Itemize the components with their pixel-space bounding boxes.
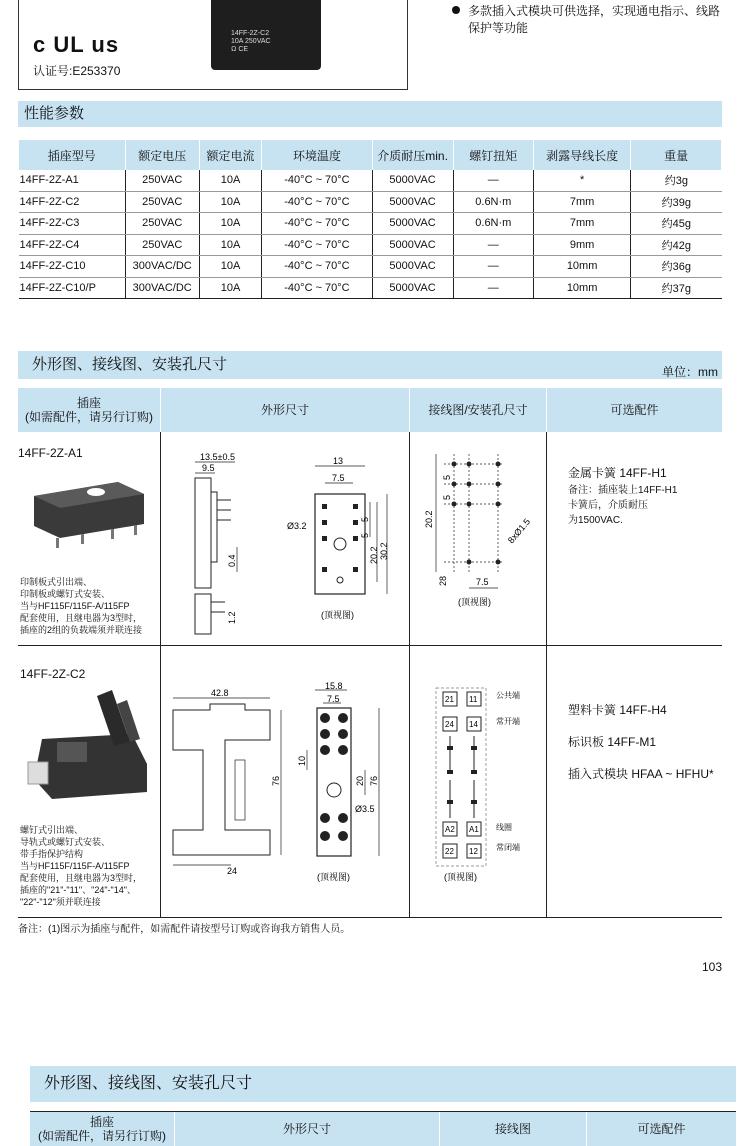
table-cell: 5000VAC (372, 234, 453, 256)
socket-photo (211, 0, 321, 70)
label-coil: 线圈 (496, 823, 512, 832)
table-cell: 14FF-2Z-C4 (19, 234, 126, 256)
a1-dim-3: 0.4 (227, 554, 237, 567)
c2-wiring-drawing (414, 680, 544, 885)
c2-socket-photo (22, 684, 152, 804)
terminal-14: 14 (469, 720, 478, 729)
a1-dim-7: Ø3.2 (287, 521, 307, 531)
spec-header: 插座型号 (19, 140, 126, 170)
table-cell: 5000VAC (372, 256, 453, 278)
table-cell: 约39g (631, 191, 722, 213)
footnote: 备注：(1)图示为插座与配件，如需配件请按型号订购或咨询我方销售人员。 (18, 924, 351, 935)
a1-top-view-caption: (顶视图) (321, 610, 354, 620)
dims-section-title: 外形图、接线图、安装孔尺寸 (18, 351, 722, 379)
grid-line (18, 917, 722, 918)
terminal-11: 11 (469, 695, 478, 704)
table-cell: 10A (199, 256, 262, 278)
table-cell: — (453, 256, 533, 278)
c2-dim-6: 10 (297, 755, 307, 766)
grid-line (160, 432, 161, 918)
table-cell: * (534, 170, 631, 191)
label-common: 公共端 (496, 691, 520, 700)
table-cell: -40°C ~ 70°C (262, 277, 372, 299)
c2-dim-7: 20 (355, 775, 365, 786)
bullet-text: 多款插入式模块可供选择，实现通电指示、线路保护等功能 (468, 4, 721, 35)
grid-line (409, 432, 410, 918)
table-cell: 约3g (631, 170, 722, 191)
table-cell: 10mm (534, 277, 631, 299)
table-cell: 约42g (631, 234, 722, 256)
table-row (19, 234, 722, 256)
label-nc: 常闭端 (496, 843, 520, 852)
table-cell: 约45g (631, 213, 722, 235)
a1-mount-dim-2: 5 (442, 494, 452, 500)
ul-logo: c UL us (33, 32, 120, 57)
a1-description: 印制板式引出端、 印制板或螺钉式安装、 当与HF115F/115F-A/115FP 配套使用，且继电器为3型时， 插座的2组的负载端须并联连接 (20, 577, 143, 635)
table-cell: 14FF-2Z-C10 (19, 256, 126, 278)
table-row (19, 256, 722, 278)
table-cell: 300VAC/DC (125, 256, 199, 278)
table-cell: — (453, 170, 533, 191)
a1-dim-4: 1.2 (227, 611, 237, 624)
c2-accessory-3: 插入式模块 HFAA ~ HFHU* (568, 767, 714, 781)
table-cell: 300VAC/DC (125, 277, 199, 299)
grid-line (30, 1111, 736, 1112)
c2-accessory-2: 标识板 14FF-M1 (568, 735, 657, 749)
spec-header: 螺钉扭矩 (453, 140, 533, 170)
next-col-socket: 插座 (如需配件，请另行订购) (30, 1112, 174, 1146)
a1-mount-dim-4: 8xØ1.5 (505, 516, 533, 546)
table-cell: 10A (199, 234, 262, 256)
a1-dim-1: 13.5±0.5 (200, 452, 235, 462)
table-cell: -40°C ~ 70°C (262, 191, 372, 213)
table-cell: 7mm (534, 191, 631, 213)
a1-mount-dim-1: 5 (442, 474, 452, 480)
table-cell: 5000VAC (372, 170, 453, 191)
spec-header: 介质耐压min. (372, 140, 453, 170)
grid-line (18, 645, 722, 646)
table-cell: 14FF-2Z-A1 (19, 170, 126, 191)
spec-header: 额定电压 (125, 140, 199, 170)
table-cell: -40°C ~ 70°C (262, 170, 372, 191)
table-cell: 250VAC (125, 213, 199, 235)
table-cell: 10A (199, 277, 262, 299)
c2-dim-5: 7.5 (327, 694, 340, 704)
next-col-accessories: 可选配件 (587, 1112, 736, 1146)
spec-header: 重量 (631, 140, 722, 170)
terminal-12: 12 (469, 847, 478, 856)
product-label: 14FF-2Z-C2 10A 250VAC Ω CE (231, 30, 271, 53)
table-cell: 7mm (534, 213, 631, 235)
a1-accessory-note: 备注：插座装上14FF-H1 卡簧后，介质耐压 为1500VAC. (568, 485, 678, 526)
table-cell: 0.6N·m (453, 191, 533, 213)
a1-dim-11: 30.2 (379, 542, 389, 560)
c2-dim-4: 15.8 (325, 681, 343, 691)
terminal-21: 21 (445, 695, 454, 704)
c2-accessory-1: 塑料卡簧 14FF-H4 (568, 703, 667, 717)
spec-section-title: 性能参数 (18, 101, 722, 127)
c2-top-view-caption: (顶视图) (317, 872, 350, 882)
table-cell: 10mm (534, 256, 631, 278)
table-cell: 10A (199, 170, 262, 191)
next-section-title: 外形图、接线图、安装孔尺寸 (30, 1066, 736, 1102)
a1-mount-dim-5: 28 (438, 575, 448, 586)
c2-dim-3: 24 (227, 866, 238, 876)
table-row (19, 191, 722, 213)
page-number: 103 (702, 960, 723, 974)
table-cell: 250VAC (125, 191, 199, 213)
table-cell: -40°C ~ 70°C (262, 213, 372, 235)
a1-outline-drawing (165, 452, 405, 637)
col-accessories: 可选配件 (547, 388, 722, 432)
table-cell: 5000VAC (372, 191, 453, 213)
terminal-a1: A1 (469, 825, 479, 834)
table-cell: 约36g (631, 256, 722, 278)
c2-dim-9: Ø3.5 (355, 804, 375, 814)
a1-dim-10: 20.2 (369, 546, 379, 564)
table-cell: -40°C ~ 70°C (262, 256, 372, 278)
terminal-a2: A2 (445, 825, 455, 834)
table-cell: 0.6N·m (453, 213, 533, 235)
a1-socket-photo (26, 476, 148, 550)
table-cell: 250VAC (125, 170, 199, 191)
a1-accessory: 金属卡簧 14FF-H1 (568, 466, 667, 480)
a1-mount-dim-6: 7.5 (476, 577, 489, 587)
table-row (19, 277, 722, 299)
c2-dim-2: 76 (271, 775, 281, 786)
a1-mount-dim-3: 20.2 (424, 510, 434, 528)
spec-table (18, 140, 722, 299)
next-col-dimensions: 外形尺寸 (175, 1112, 439, 1146)
label-no: 常开端 (496, 717, 520, 726)
a1-mount-caption: (顶视图) (458, 597, 491, 607)
terminal-22: 22 (445, 847, 454, 856)
c2-wiring-caption: (顶视图) (444, 872, 477, 882)
a1-dim-9: 5 (360, 532, 370, 538)
table-cell: — (453, 234, 533, 256)
table-cell: — (453, 277, 533, 299)
table-cell: 250VAC (125, 234, 199, 256)
c2-outline-drawing (165, 680, 405, 885)
col-socket: 插座 (如需配件，请另行订购) (18, 388, 160, 432)
table-cell: 5000VAC (372, 213, 453, 235)
a1-mounting-drawing (414, 452, 544, 617)
table-cell: 9mm (534, 234, 631, 256)
spec-header: 额定电流 (199, 140, 262, 170)
table-cell: 约37g (631, 277, 722, 299)
a1-dim-5: 13 (333, 456, 344, 466)
spec-header: 剥露导线长度 (534, 140, 631, 170)
table-cell: -40°C ~ 70°C (262, 234, 372, 256)
model-a1: 14FF-2Z-A1 (18, 446, 83, 460)
table-cell: 10A (199, 191, 262, 213)
table-row (19, 170, 722, 191)
col-dimensions: 外形尺寸 (161, 388, 409, 432)
c2-description: 螺钉式引出端、 导轨式或螺钉式安装、 带手指保护结构 当与HF115F/115F-A/115FP 配套使用，且继电器为3型时， 插座的"21"-"11"、"24"-"14"、 "22"-"12"须并联连接 (20, 825, 143, 907)
a1-dim-8: 5 (360, 516, 370, 522)
table-row (19, 213, 722, 235)
grid-line (546, 432, 547, 918)
terminal-24: 24 (445, 720, 454, 729)
table-cell: 14FF-2Z-C2 (19, 191, 126, 213)
next-col-wiring: 接线图 (440, 1112, 586, 1146)
cert-number: 认证号:E253370 (33, 64, 121, 78)
c2-dim-8: 76 (369, 775, 379, 786)
table-cell: 5000VAC (372, 277, 453, 299)
table-cell: 10A (199, 213, 262, 235)
model-c2: 14FF-2Z-C2 (20, 667, 86, 681)
c2-dim-1: 42.8 (211, 688, 229, 698)
table-cell: 14FF-2Z-C10/P (19, 277, 126, 299)
unit-label: 单位：mm (662, 365, 718, 379)
certification-box (18, 0, 408, 90)
spec-header: 环境温度 (262, 140, 372, 170)
a1-dim-2: 9.5 (202, 463, 215, 473)
table-cell: 14FF-2Z-C3 (19, 213, 126, 235)
col-wiring: 接线图/安装孔尺寸 (410, 388, 546, 432)
a1-dim-6: 7.5 (332, 473, 345, 483)
bullet-icon (452, 6, 460, 14)
